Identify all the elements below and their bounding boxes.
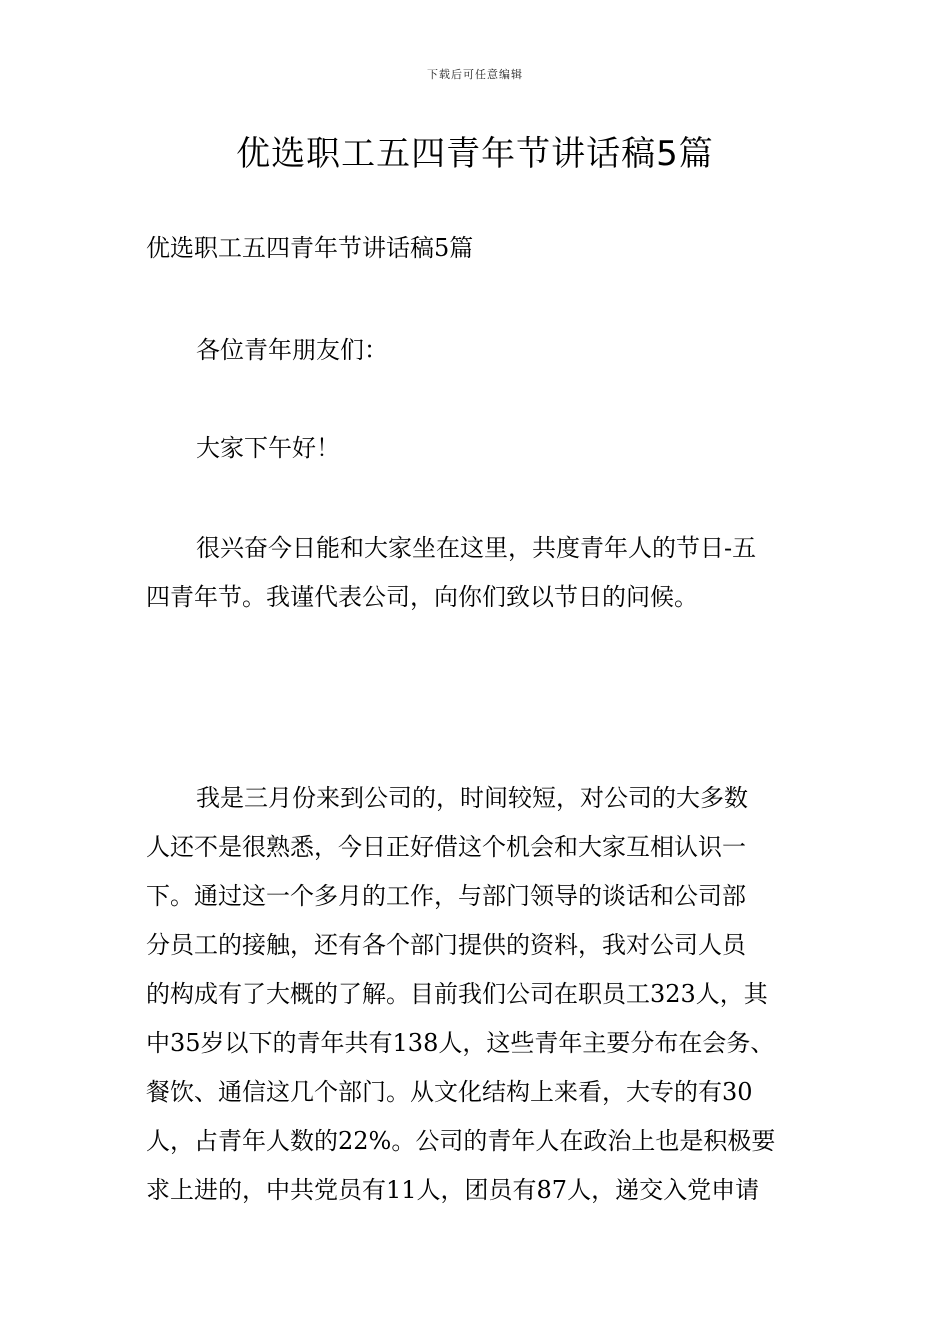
- paragraph-1: [146, 524, 836, 622]
- paragraph-line: 人，占青年人数的22%。公司的青年人在政治上也是积极要: [146, 1127, 776, 1155]
- paragraph-line: 下。通过这一个多月的工作，与部门领导的谈话和公司部: [146, 882, 746, 910]
- paragraph-line: 的构成有了大概的了解。目前我们公司在职员工323人，其: [146, 980, 768, 1008]
- paragraph-line: 人还不是很熟悉，今日正好借这个机会和大家互相认识一: [146, 833, 746, 861]
- paragraph-line: 很兴奋今日能和大家坐在这里，共度青年人的节日-五: [196, 534, 757, 562]
- header-note: 下载后可任意编辑: [427, 68, 523, 81]
- salute-line: 大家下午好！: [196, 434, 340, 462]
- paragraph-line: 分员工的接触，还有各个部门提供的资料，我对公司人员: [146, 931, 746, 959]
- paragraph-line: 中35岁以下的青年共有138人，这些青年主要分布在会务、: [146, 1029, 775, 1057]
- paragraph-line: 我是三月份来到公司的，时间较短，对公司的大多数: [196, 784, 748, 812]
- paragraph-line: 餐饮、通信这几个部门。从文化结构上来看，大专的有30: [146, 1078, 753, 1106]
- paragraph-line: 四青年节。我谨代表公司，向你们致以节日的问候。: [146, 583, 698, 611]
- paragraph-2: [146, 774, 836, 1215]
- paragraph-line: 求上进的，中共党员有11人，团员有87人，递交入党申请: [146, 1176, 760, 1204]
- document-title: 优选职工五四青年节讲话稿5篇: [236, 134, 714, 174]
- subtitle-line: 优选职工五四青年节讲话稿5篇: [146, 234, 474, 262]
- greeting-line: 各位青年朋友们：: [196, 336, 388, 364]
